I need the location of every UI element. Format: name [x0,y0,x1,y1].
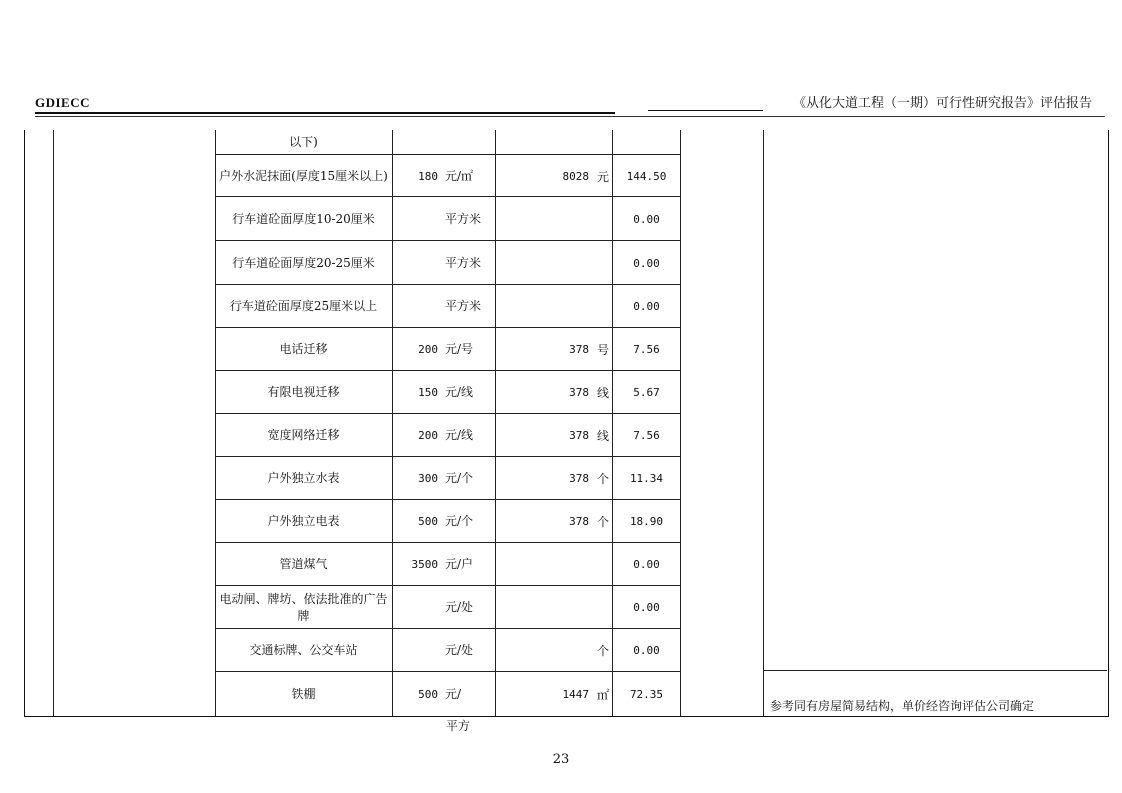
page-number: 23 [552,752,570,767]
unit-label: 元/户 [445,557,474,571]
table-row [215,130,680,154]
amount: 0.00 [633,256,660,270]
quantity-unit [593,130,613,154]
amount [613,130,680,154]
unit-label: 元/个 [445,514,474,528]
unit-label: 元/㎡ [445,168,474,183]
unit-price: 300 [418,472,438,485]
quantity-unit: 元 [596,169,609,184]
quantity: 1447 [562,688,589,701]
item-name: 有限电视迁移 [267,385,340,399]
amount: 18.90 [629,515,664,528]
table-row [215,413,680,456]
quantity: 378 [569,429,589,442]
quantity-unit: 个 [596,644,609,658]
quantity: 8028 [562,169,589,183]
unit-label: 元/处 [445,643,474,657]
unit-price: 150 [418,386,438,399]
quantity: 378 [569,343,589,356]
unit-label: 元/个 [445,471,474,485]
col-divider [53,130,54,716]
item-name: 行车道砼面厚度20-25厘米 [232,255,375,270]
item-name: 交通标牌、公交车站 [249,643,358,657]
unit-price [392,197,442,241]
unit-price: 500 [418,688,438,701]
quantity-unit [593,543,613,586]
unit-label: 元/号 [445,342,474,356]
unit-price: 200 [418,343,438,356]
unit-label: 元/ [445,687,462,701]
unit-label [445,130,490,154]
quantity [495,629,593,672]
item-name: 户外独立水表 [267,471,340,485]
quantity [495,543,593,586]
amount: 0.00 [633,644,660,657]
unit-price [392,285,442,328]
table-row [215,671,680,716]
unit-label: 平方米 [445,299,482,313]
unit-price [392,629,442,672]
unit-price [392,586,442,629]
table-row [215,240,680,284]
table-row [215,370,680,413]
amount: 5.67 [633,386,660,399]
amount: 0.00 [633,558,660,571]
amount: 0.00 [633,212,660,226]
quantity: 378 [569,386,589,399]
unit-price: 3500 [411,558,438,571]
amount: 7.56 [633,429,660,442]
quantity [495,197,593,241]
unit-label: 元/线 [445,428,474,442]
quantity-unit: ㎡ [596,688,609,702]
table-row [215,456,680,499]
unit-label: 元/处 [445,600,474,614]
unit-price: 500 [418,515,438,528]
header-org: GDIECC [35,95,91,110]
note-text: 参考同有房屋简易结构，单价经咨询评估公司确定 [770,699,1035,713]
quantity-unit: 个 [596,515,609,529]
table-row [215,154,680,196]
header-rule [35,112,615,114]
col-divider [680,130,681,716]
item-name: 户外水泥抹面(厚度15厘米以上) [219,168,388,183]
header-rule-short [648,110,763,111]
col-divider [763,130,764,716]
table-row [215,327,680,370]
header-report-title: 《从化大道工程（一期）可行性研究报告》评估报告 [792,96,1092,111]
unit-label: 平方米 [445,255,482,270]
amount: 144.50 [626,169,667,183]
amount: 0.00 [633,300,660,313]
quantity-unit [593,197,613,241]
unit-price: 200 [418,429,438,442]
unit-price [392,241,442,285]
table-row [215,585,680,628]
item-name: 宽度网络迁移 [267,428,340,442]
quantity-unit: 线 [596,386,609,400]
table-row [215,196,680,240]
table-row [215,284,680,327]
item-name: 铁棚 [291,687,316,701]
quantity [495,586,593,629]
table-row [215,542,680,585]
quantity [495,285,593,328]
item-name: 户外独立电表 [267,514,340,528]
amount: 11.34 [629,472,664,485]
quantity [495,241,593,285]
amount: 0.00 [633,601,660,614]
unit-label: 元/线 [445,385,474,399]
item-name: 行车道砼面厚度25厘米以上 [229,299,378,313]
quantity-unit [593,586,613,629]
amount: 72.35 [629,688,664,701]
header-rule-thin [35,116,1105,117]
item-name: 电话迁移 [279,342,328,356]
amount: 7.56 [633,343,660,356]
table-row [215,499,680,542]
quantity: 378 [569,515,589,528]
item-name: 管道煤气 [279,557,328,571]
unit-price: 180 [418,169,438,183]
quantity-unit: 个 [596,472,609,486]
item-name: 以下) [289,134,318,149]
unit-price [392,130,442,154]
item-name: 电动闸、牌坊、依法批准的广告牌 [219,591,388,623]
note-row-divider [763,670,1107,671]
quantity-unit: 号 [596,343,609,357]
quantity [495,130,593,154]
quantity-unit [593,285,613,328]
quantity-unit [593,241,613,285]
quantity-unit: 线 [596,429,609,443]
unit-overflow: 平方 [446,719,471,733]
unit-label: 平方米 [445,211,482,226]
quantity: 378 [569,472,589,485]
item-name: 行车道砼面厚度10-20厘米 [232,211,375,226]
table-row [215,628,680,671]
